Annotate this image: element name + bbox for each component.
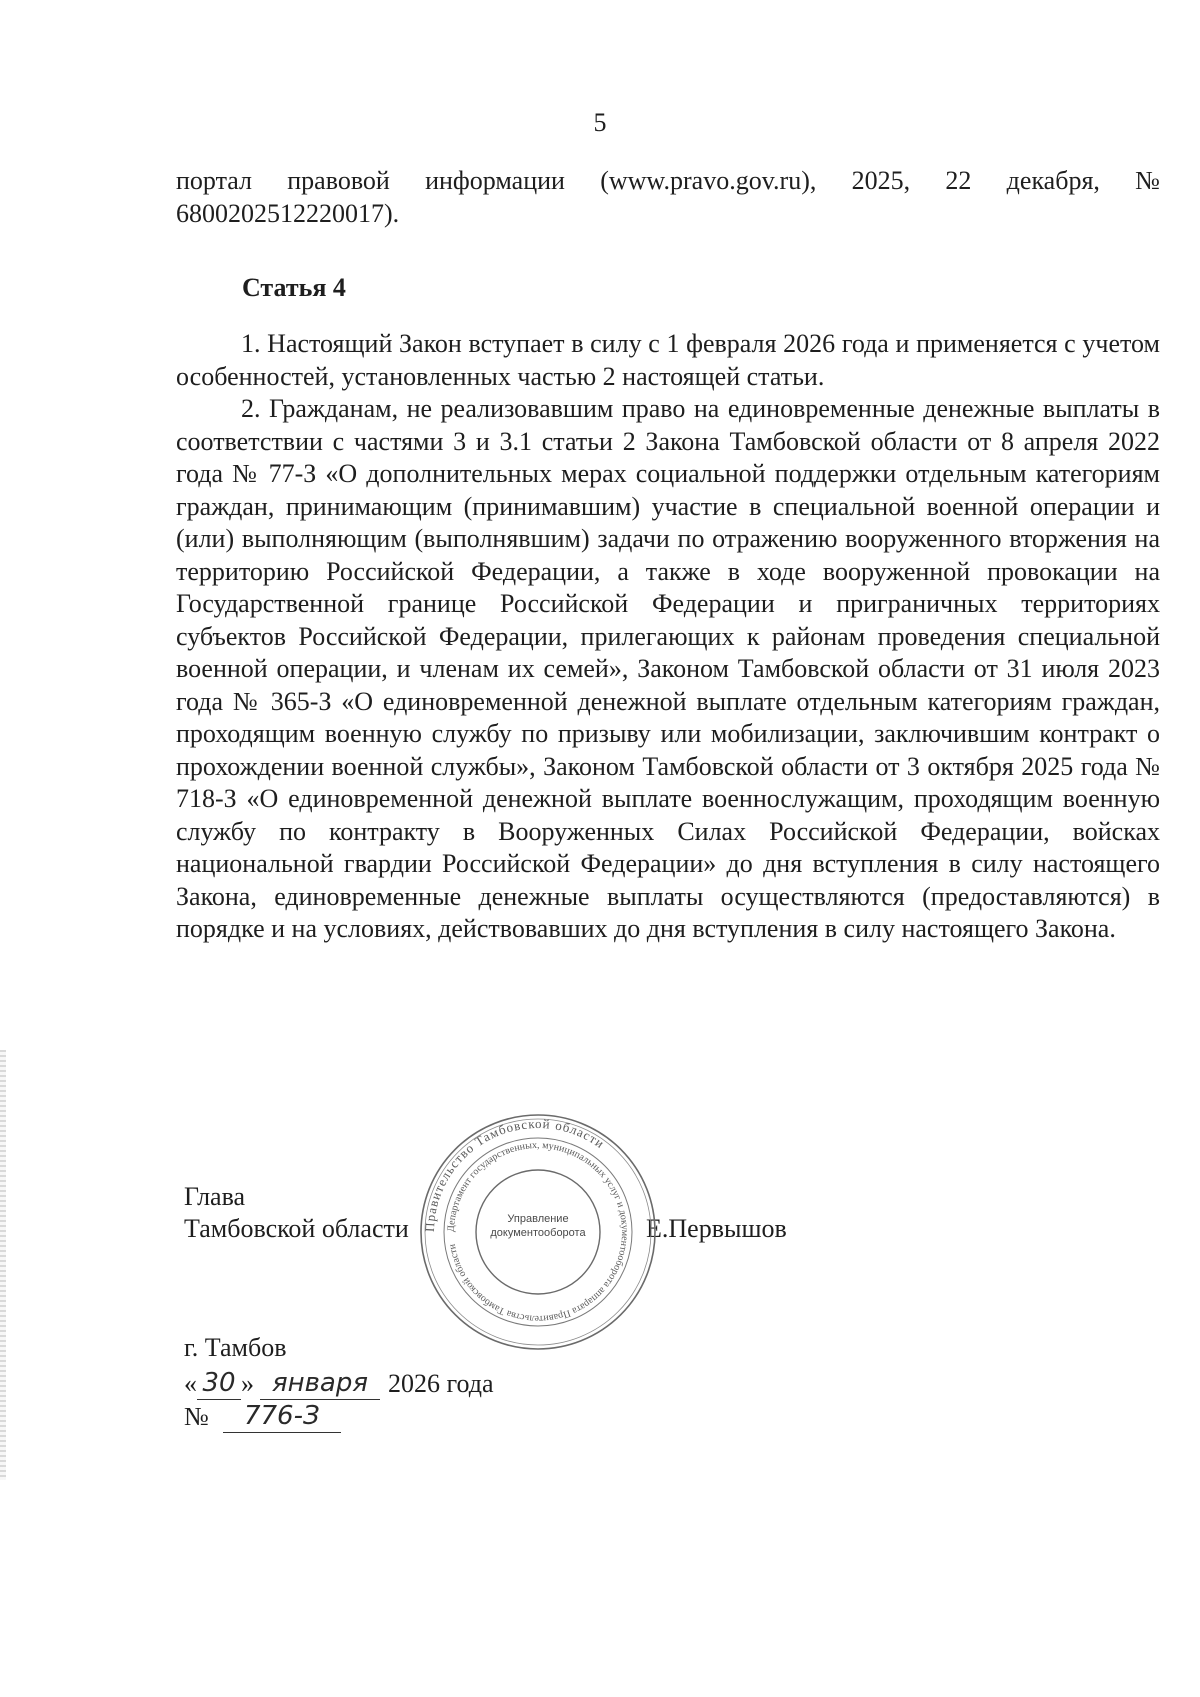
date-quote-open: «: [184, 1369, 197, 1398]
date-month-handwritten: января: [260, 1367, 380, 1400]
article-paragraphs: [176, 328, 1160, 946]
place-of-signing: г. Тамбов: [184, 1333, 287, 1362]
number-value-handwritten: 776-З: [223, 1400, 341, 1433]
stamp-middle-text: Департамент государственных, муниципальных услуг и документооборота аппарата Правительства Тамбовской области: [445, 1139, 631, 1325]
date-day-handwritten: 30: [197, 1367, 241, 1400]
scan-edge-artifact: [0, 1050, 6, 1480]
date-year: 2026 года: [388, 1369, 494, 1398]
article-heading: Статья 4: [242, 273, 346, 302]
signer-title-line-2: Тамбовской области: [184, 1214, 409, 1243]
stamp-outer-text: Правительство Тамбовской области: [421, 1115, 608, 1233]
paragraph-2: 2. Гражданам, не реализовавшим право на единовременные денежные выплаты в соответствии с частями 3 и 3.1 статьи 2 Закона Тамбовской области от 8 апреля 2022 года № 77-З «О дополнительных мерах социальной поддержки отдельным категориям граждан, принимающим (принимавшим) участие в специальной военной операции и (или) выполняющим (выполнявшим) задачи по отражению вооруженного вторжения на территорию Российской Федерации, а также в ходе вооруженной провокации на Государственной границе Российской Федерации и приграничных территориях субъектов Российской Федерации, прилегающих к районам проведения специальной военной операции, и членам их семей», Законом Тамбовской области от 31 июля 2023 года № 365-З «О единовременной денежной выплате отдельным категориям граждан, проходящим военную службу по призыву или мобилизации, заключившим контракт о прохождении военной службы», Законом Тамбовской области от 3 октября 2025 года № 718-З «О единовременной денежной выплате военнослужащим, проходящим военную службу по контракту в Вооруженных Силах Российской Федерации, войсках национальной гвардии Российской Федерации» до дня вступления в силу настоящего Закона, единовременные денежные выплаты осуществляются (предоставляются) в порядке и на условиях, действовавших до дня вступления в силу настоящего Закона.: [176, 394, 1160, 943]
signing-date: [184, 1367, 494, 1400]
stamp-center-line-1: Управление: [507, 1213, 569, 1225]
law-number: [184, 1400, 341, 1433]
stamp-center-line-2: документооборота: [490, 1227, 586, 1239]
page-number: 5: [593, 108, 607, 137]
signer-name: Е.Первышов: [646, 1214, 787, 1243]
continuation-block: [176, 165, 1160, 230]
official-stamp: [418, 1112, 658, 1352]
continuation-paragraph: портал правовой информации (www.pravo.gov.ru), 2025, 22 декабря, № 6800202512220017).: [176, 166, 1160, 228]
signer-title-line-1: Глава: [184, 1182, 246, 1211]
paragraph-1: 1. Настоящий Закон вступает в силу с 1 февраля 2026 года и применяется с учетом особенностей, установленных частью 2 настоящей статьи.: [176, 329, 1160, 391]
number-prefix: №: [184, 1402, 209, 1431]
stamp-center-text: [484, 1212, 592, 1240]
date-quote-close: »: [241, 1369, 254, 1398]
